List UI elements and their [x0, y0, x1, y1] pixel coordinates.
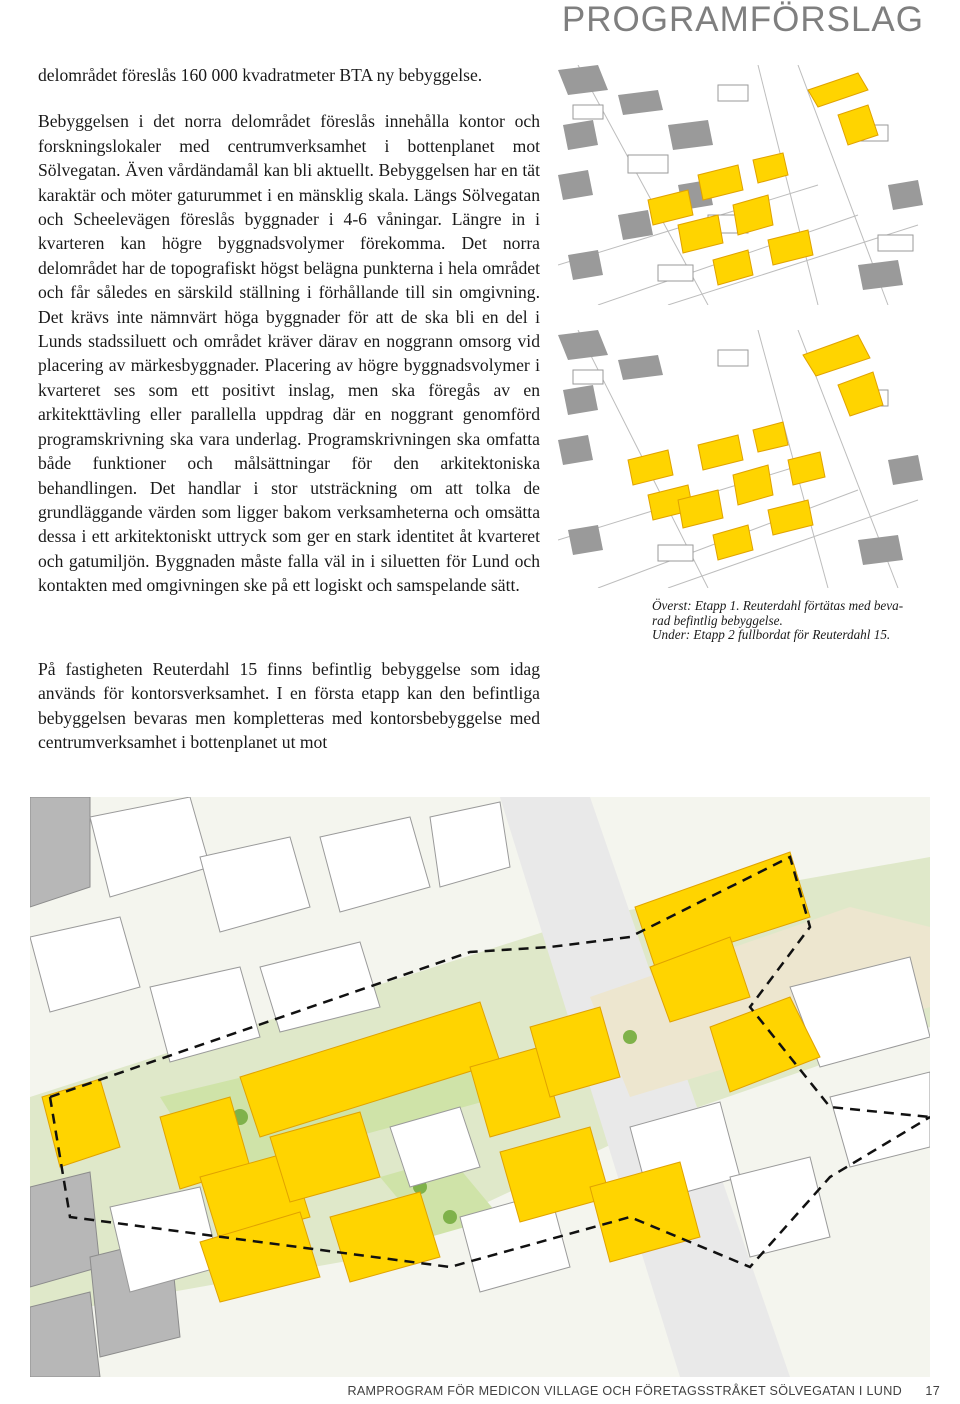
- body-text-top: [38, 63, 540, 598]
- aerial-illustration: [30, 797, 930, 1377]
- body-text-bottom: [38, 657, 540, 755]
- page-number: 17: [925, 1384, 940, 1398]
- footer-title: RAMPROGRAM FÖR MEDICON VILLAGE OCH FÖRETAGSSTRÅKET SÖLVEGATAN I LUND: [347, 1384, 902, 1398]
- caption-line: Under: Etapp 2 fullbordat för Reuterdahl 15.: [652, 627, 891, 643]
- figure-caption: [652, 599, 942, 643]
- caption-line: Överst: Etapp 1. Reuterdahl förtätas med beva- rad befintlig bebyggelse.: [652, 598, 904, 628]
- map-stage-2: [558, 330, 926, 588]
- body-paragraph: Bebyggelsen i det norra delområdet föreslås innehålla kontor och forskningslokaler med centrumverksamhet i bottenplanet mot Sölvegatan. Även vårdändamål kan bli aktuellt. Bebyggelsen har en tät karaktär och möter gaturummet i en mänsklig skala. Längs Sölvegatan och Scheelevägen föreslås byggnader i 4-6 våningar. Längre in i kvarteren kan högre byggnadsvolymer förekomma. Det norra delområdet har de topografiskt högst belägna punkterna i hela området och får således en särskild ställning i förhållande till sin omgivning. Det krävs inte nämnvärt höga byggnader för att de ska bli en del i Lunds stadssiluett och området kräver därav en noggrann omsorg vid placering av märkesbyggnader. Placering av högre byggnadsvolymer i kvarteret ses som ett positivt inslag, men ska föregås av en arkitekttävling eller parallella uppdrag där en noggrant genomförd programskrivning ska vara underlag. Programskrivningen ska omfatta både funktioner och målsättningar för den arkitektoniska behandlingen. Det handlar i stor utsträckning om att tolka de grundläggande värden som ligger bakom verksamheterna och omsätta dessa i ett arkitektoniskt uttryck som ger en stark identitet åt kvarteret och gatumiljön. Byggnaden måste falla väl in i siluetten för Lund och kontakten med omgivningen ske på ett logiskt och samspelande sätt.: [38, 111, 540, 596]
- body-paragraph: På fastigheten Reuterdahl 15 finns befintlig bebyggelse som idag används för kontorsverksamhet. I en första etapp kan den befintliga bebyggelsen bevaras men kompletteras med kontorsbebyggelse med centrumverksamhet i bottenplanet ut mot: [38, 659, 540, 753]
- section-title: PROGRAMFÖRSLAG: [561, 0, 924, 39]
- map-stage-1: [558, 65, 926, 305]
- body-paragraph: delområdet föreslås 160 000 kvadratmeter BTA ny bebyggelse.: [38, 65, 483, 85]
